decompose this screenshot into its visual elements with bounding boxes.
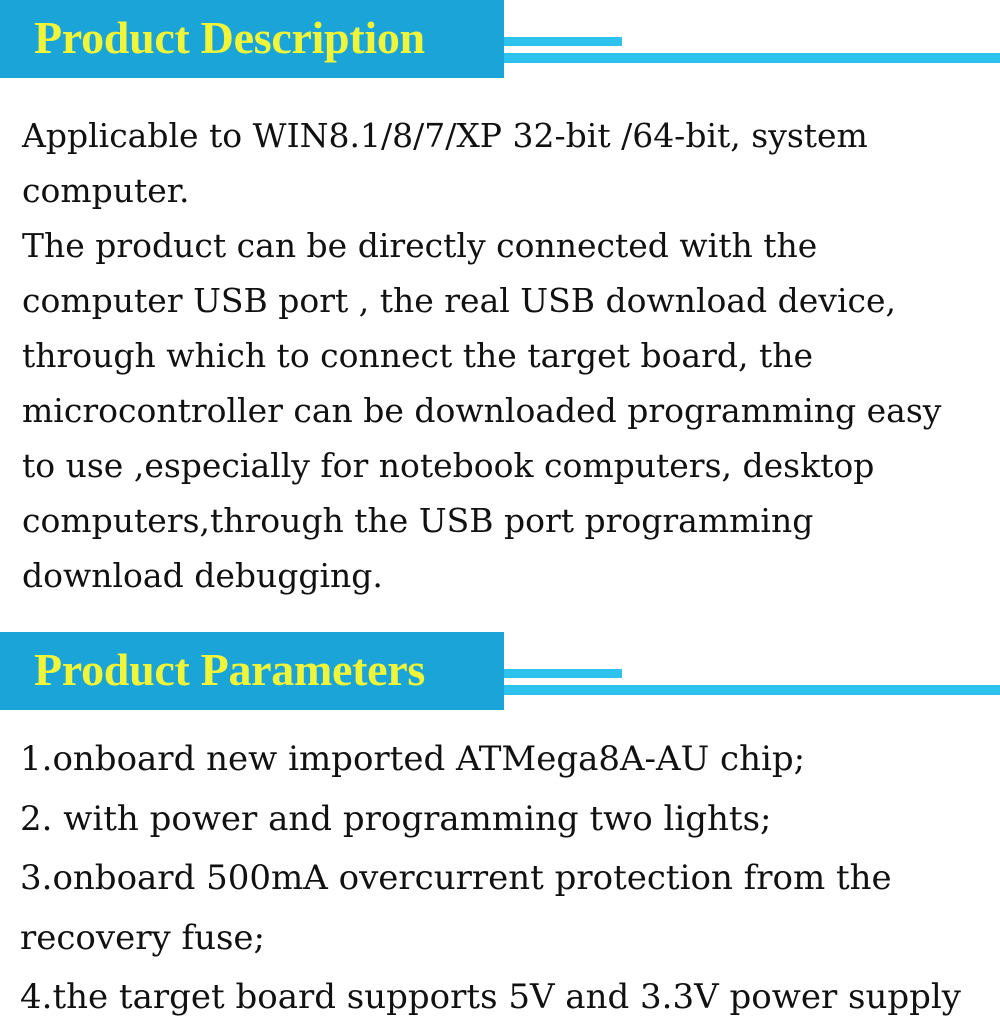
parameter-item: 3.onboard 500mA overcurrent protection from the recovery fuse; (20, 858, 892, 958)
accent-line-short (504, 37, 622, 46)
accent-line-short (504, 669, 622, 678)
description-title: Product Description (34, 12, 425, 63)
parameters-title: Product Parameters (34, 644, 425, 695)
accent-line-long (504, 685, 1000, 695)
parameter-item: 2. with power and programming two lights; (20, 798, 772, 839)
accent-line-long (504, 53, 1000, 63)
description-paragraph: The product can be directly connected with the computer USB port , the real USB download device, through which to connect the target board, the microcontroller can be downloaded programming easy to use ,especially for notebook computers, desktop computers,through the USB port programming download debugging. (22, 226, 942, 595)
parameter-item: 1.onboard new imported ATMega8A-AU chip; (20, 739, 806, 779)
parameters-list (20, 730, 980, 1028)
parameter-item: 4.the target board supports 5V and 3.3V power supply (20, 977, 961, 1017)
description-paragraph: Applicable to WIN8.1/8/7/XP 32-bit /64-bit, system computer. (22, 116, 868, 210)
description-body (22, 108, 982, 603)
parameters-header (0, 632, 1000, 712)
description-header (0, 0, 1000, 80)
